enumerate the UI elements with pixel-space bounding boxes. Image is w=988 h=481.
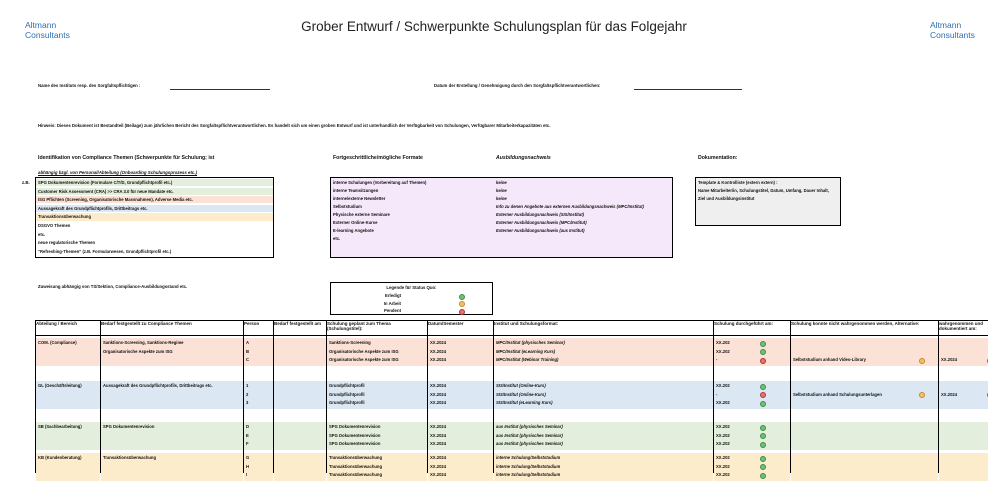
topic-item: "Refreshing-Themen" (z.B. Formularwesen, Grundpflichtprofil etc.)	[38, 248, 172, 254]
header-need-date: Bedarf festgestellt am	[274, 321, 327, 336]
person-id: 1	[246, 383, 249, 388]
department-name: COM. (Compliance)	[38, 340, 77, 345]
institute-format: aus Institut (physisches Seminar)	[496, 424, 563, 429]
institute-format: interne Schulung/Selbststudium	[496, 455, 561, 460]
need-topic: Sanktions-Screening, Sanktions-Regime	[103, 340, 184, 345]
done-date: XX.202	[716, 441, 730, 447]
training-title: Grundpflichtprofil	[329, 391, 365, 397]
note-text: Hinweis: Dieses Dokument ist Bestandteil (Beilage) zum jährlichen Bericht des Sorgfaltspflichtverantwortlichen. Es handelt sich um einen groben Entwurf und ist unterhandlich der Verfügbarkeit von Schulungen, Verfügbarer Mitarbeiterkapazitäten etc.	[38, 123, 551, 128]
training-title: Sanktions-Screening	[329, 340, 371, 345]
proof-item: keine	[496, 196, 507, 201]
done-date: XX.202	[716, 383, 730, 388]
done-date: XX.202	[716, 340, 730, 345]
format-item: Physische externe Seminare	[333, 212, 390, 217]
status-g-icon	[760, 442, 766, 448]
need-topic: Transaktionsüberwachung	[103, 455, 157, 460]
proof-item	[494, 235, 672, 242]
group-band	[274, 381, 326, 409]
institute-format: SIS/Institut (Online-Kurs)	[496, 391, 546, 397]
person-id: I	[246, 472, 248, 478]
identification-subtitle: abhängig bzgl. von Personal/Abteilung (Onboarding Schulungsprozess etc.)	[38, 170, 198, 175]
person-id: D	[246, 424, 250, 429]
topic-item: ISG Pflichten (Screening, Organisatorische Massnahmen), Adverse Media etc.	[36, 196, 273, 203]
need-topic: SPG Dokumentenrevision	[103, 424, 155, 429]
creation-date-field[interactable]	[634, 83, 742, 90]
topic-item: Transaktionsüberwachung	[36, 213, 273, 220]
done-date: XX.202	[716, 348, 730, 354]
status-g-icon	[760, 401, 766, 407]
header-department: Abteilung / Bereich	[36, 321, 101, 336]
page-title: Grober Entwurf / Schwerpunkte Schulungsplan für das Folgejahr	[301, 19, 687, 34]
status-r-icon	[760, 358, 766, 364]
institute-format: SIS/Institut (eLearning Kurs)	[496, 400, 553, 406]
training-plan-table	[35, 320, 988, 478]
documented-date: XX.2024	[941, 357, 958, 363]
creation-date-label: Datum der Erstellung / Genehmigung durch den Sorgfaltspflichtverantwortlichen:	[434, 83, 601, 88]
institute-name-label: Name des Instituts resp. des Sorgfaltspflichtigen :	[38, 83, 141, 88]
semester-column	[428, 336, 493, 478]
topic-item: DSGVO Themen	[38, 223, 71, 228]
group-band	[274, 453, 326, 481]
status-g-icon	[760, 456, 766, 462]
training-title: SPG Dokumentenrevision	[329, 432, 381, 438]
legend-label: Erledigt	[385, 293, 401, 298]
header-semester: Datum/Semester	[428, 321, 494, 336]
person-column	[244, 336, 273, 478]
group-band	[274, 338, 326, 366]
institute-format: MPC/Institut (eLearning Kurs)	[496, 348, 556, 354]
institute-format: aus Institut (physisches Seminar)	[496, 432, 563, 438]
logo-line2: Consultants	[25, 30, 70, 40]
format-item: interne Schulungen (Vorbereitung auf Themen)	[333, 180, 427, 185]
training-title: Grundpflichtprofil	[329, 400, 365, 406]
format-item: etc.	[333, 236, 341, 241]
header-need: Bedarf festgestellt zu Compliance Themen	[101, 321, 244, 336]
identification-title: Identifikation von Compliance Themen (Schwerpunkte für Schulung; ist	[38, 155, 215, 161]
semester: XX.2024	[430, 340, 447, 345]
person-id: 3	[246, 400, 249, 406]
proof-item: keine	[496, 180, 507, 185]
documented-date: XX.2024	[941, 391, 958, 397]
department-name: GL (Geschäftsleitung)	[38, 383, 82, 388]
header-institute-format: Institut und Schulungsformat:	[494, 321, 714, 336]
header-done-date: Schulung durchgeführt am:	[714, 321, 791, 336]
done-date: XX.202	[716, 432, 730, 438]
done-date: XX.202	[716, 472, 730, 478]
person-id: A	[246, 340, 250, 345]
assignment-note: Zuweisung abhängig von TS/Sektion, Compliance-Ausbildungsstand etc.	[38, 284, 188, 289]
legend-label: In Arbeit	[383, 300, 401, 306]
person-id: F	[246, 441, 249, 447]
semester: XX.2024	[430, 424, 447, 429]
legend-title: Legende für Status Quo:	[386, 285, 437, 290]
documentation-line: Name Mitarbeiter/in, Schulungstitel, Datum, Umfang, Dauer Inhalt,	[698, 188, 829, 193]
group-band	[244, 381, 273, 409]
header-person: Person	[244, 321, 274, 336]
status-legend	[330, 282, 493, 315]
semester: XX.2024	[430, 472, 447, 478]
header-documented: wahrgenommen und dokumentiert am:	[939, 321, 988, 336]
institute-format: interne Schulung/Selbststudium	[496, 463, 561, 469]
person-id: E	[246, 432, 249, 438]
department-name: KB (Kundenberatung)	[38, 455, 82, 460]
proof-item: Externer Ausbildungsnachweis (MPC/Institut)	[496, 220, 587, 225]
proof-item: Externer Ausbildungsnachweis (SIS/Institut)	[496, 212, 585, 217]
done-date: -	[716, 391, 718, 397]
status-o-icon	[459, 301, 465, 307]
topic-item: SPG Dokumentenrevision (Formulare C/T/D, Grundpflichtprofil etc.)	[36, 179, 273, 186]
documentation-line: Template & Kontrolliste (extern extern) :	[698, 180, 778, 185]
group-band	[791, 422, 938, 450]
documentation-title: Dokumentation:	[698, 155, 738, 161]
group-band	[791, 453, 938, 481]
semester: XX.2024	[430, 391, 447, 397]
training-title: SPG Dokumentenrevision	[329, 424, 381, 429]
institute-format: interne Schulung/Selbststudium	[496, 472, 561, 478]
logo-line2: Consultants	[930, 30, 975, 40]
done-column	[714, 336, 790, 478]
need-column	[101, 336, 243, 472]
format-item: Externer Online-Kurse	[333, 220, 378, 225]
status-o-icon	[919, 358, 925, 364]
training-title: Transaktionsüberwachung	[329, 472, 383, 478]
alternative-column	[791, 336, 938, 472]
need-date-column	[274, 336, 326, 472]
format-title: Fortgeschrittliche/mögliche Formate	[333, 155, 423, 161]
person-id: G	[246, 455, 250, 460]
status-g-icon	[760, 473, 766, 479]
nachweis-title: Ausbildungsnachweis	[496, 155, 551, 161]
logo-line1: Altmann	[930, 20, 962, 30]
format-item: interne/externe Newsletter	[333, 196, 386, 201]
alternative-text: Selbststudium anhand Video-Library	[793, 357, 866, 363]
training-title: Organisatorische Aspekte zum ISG	[329, 348, 399, 354]
institute-format: SIS/Institut (Online-Kurs)	[496, 383, 546, 388]
institute-format: MPC/Institut (physisches Seminar)	[496, 340, 565, 345]
topic-item: Customer Risk Assessment (CRA) >> CRA 3.0 für neue Mandate etc.	[36, 188, 273, 195]
legend-label: Pendent	[384, 308, 401, 313]
institute-column	[494, 336, 713, 478]
status-g-icon	[760, 341, 766, 347]
topic-item: neue regulatorische Themen	[38, 240, 96, 246]
person-id: 2	[246, 391, 249, 397]
department-name: SB (Sachbearbeitung)	[38, 424, 82, 429]
group-band	[939, 422, 988, 450]
status-g-icon	[459, 294, 465, 300]
status-r-icon	[459, 309, 465, 315]
proof-item: Info zu denen Angebote aus externen Ausbildungsnachweis (MPC/Institut)	[496, 204, 644, 209]
format-item: interne Teamsitzungen	[333, 188, 379, 193]
done-date: XX.202	[716, 424, 730, 429]
done-date: XX.202	[716, 400, 730, 406]
semester: XX.2024	[430, 463, 447, 469]
semester: XX.2024	[430, 455, 447, 460]
person-id: H	[246, 463, 250, 469]
need-topic: Organisatorische Aspekte zum ISG	[103, 348, 173, 354]
semester: XX.2024	[430, 441, 447, 447]
documentation-line: Ziel und Ausbildungsinstitut	[698, 196, 755, 201]
topic-item: etc.	[38, 231, 46, 237]
alternative-text: Selbststudium anhand Schulungsunterlagen	[793, 391, 882, 397]
documented-column	[939, 336, 988, 472]
training-title: SPG Dokumentenrevision	[329, 441, 381, 447]
need-topic: Aussagekraft des Grundpflichtprofils, Drittbeitrags etc.	[103, 383, 213, 388]
semester: XX.2024	[430, 348, 447, 354]
training-title: Transaktionsüberwachung	[329, 455, 383, 460]
done-date: XX.202	[716, 455, 730, 460]
training-title: Grundpflichtprofil	[329, 383, 365, 388]
header-alternative: Schulung konnte nicht wahrgenommen werden, Alternative:	[791, 321, 939, 336]
semester: XX.2024	[430, 432, 447, 438]
header-training-title: Schulung geplant zum Thema (Schulungstitel):	[327, 321, 428, 336]
semester: XX.2024	[430, 383, 447, 388]
person-id: C	[246, 357, 250, 363]
done-date: XX.202	[716, 463, 730, 469]
status-g-icon	[760, 425, 766, 431]
status-g-icon	[760, 384, 766, 390]
done-date: -	[716, 357, 718, 363]
semester: XX.2024	[430, 357, 447, 363]
topic-item: Aussagekraft des Grundpflichtprofils, Drittbeitrags etc.	[36, 205, 273, 212]
person-id: B	[246, 348, 250, 354]
proof-item: keine	[496, 188, 507, 193]
institute-format: MPC/Institut (Webinar Training)	[496, 357, 559, 363]
semester: XX.2024	[430, 400, 447, 406]
logo-line1: Altmann	[25, 20, 57, 30]
example-prefix: z.B.	[22, 180, 30, 185]
compliance-topics-box	[35, 177, 274, 258]
training-title: Transaktionsüberwachung	[329, 463, 383, 469]
format-item: Selbststudium	[333, 204, 362, 209]
institute-name-field[interactable]	[170, 83, 270, 90]
group-band	[274, 422, 326, 450]
institute-format: aus Institut (physisches Seminar)	[496, 441, 563, 447]
documentation-box	[695, 177, 841, 226]
training-title: Organisatorische Aspekte zum ISG	[329, 357, 399, 363]
training-title-column	[327, 336, 427, 478]
group-band	[939, 453, 988, 481]
formats-box	[330, 177, 673, 258]
department-column	[36, 336, 100, 472]
proof-item: Externer Ausbildungsnachweis (aus Institut)	[496, 228, 585, 233]
format-item: E-learning Angebote	[333, 228, 374, 233]
